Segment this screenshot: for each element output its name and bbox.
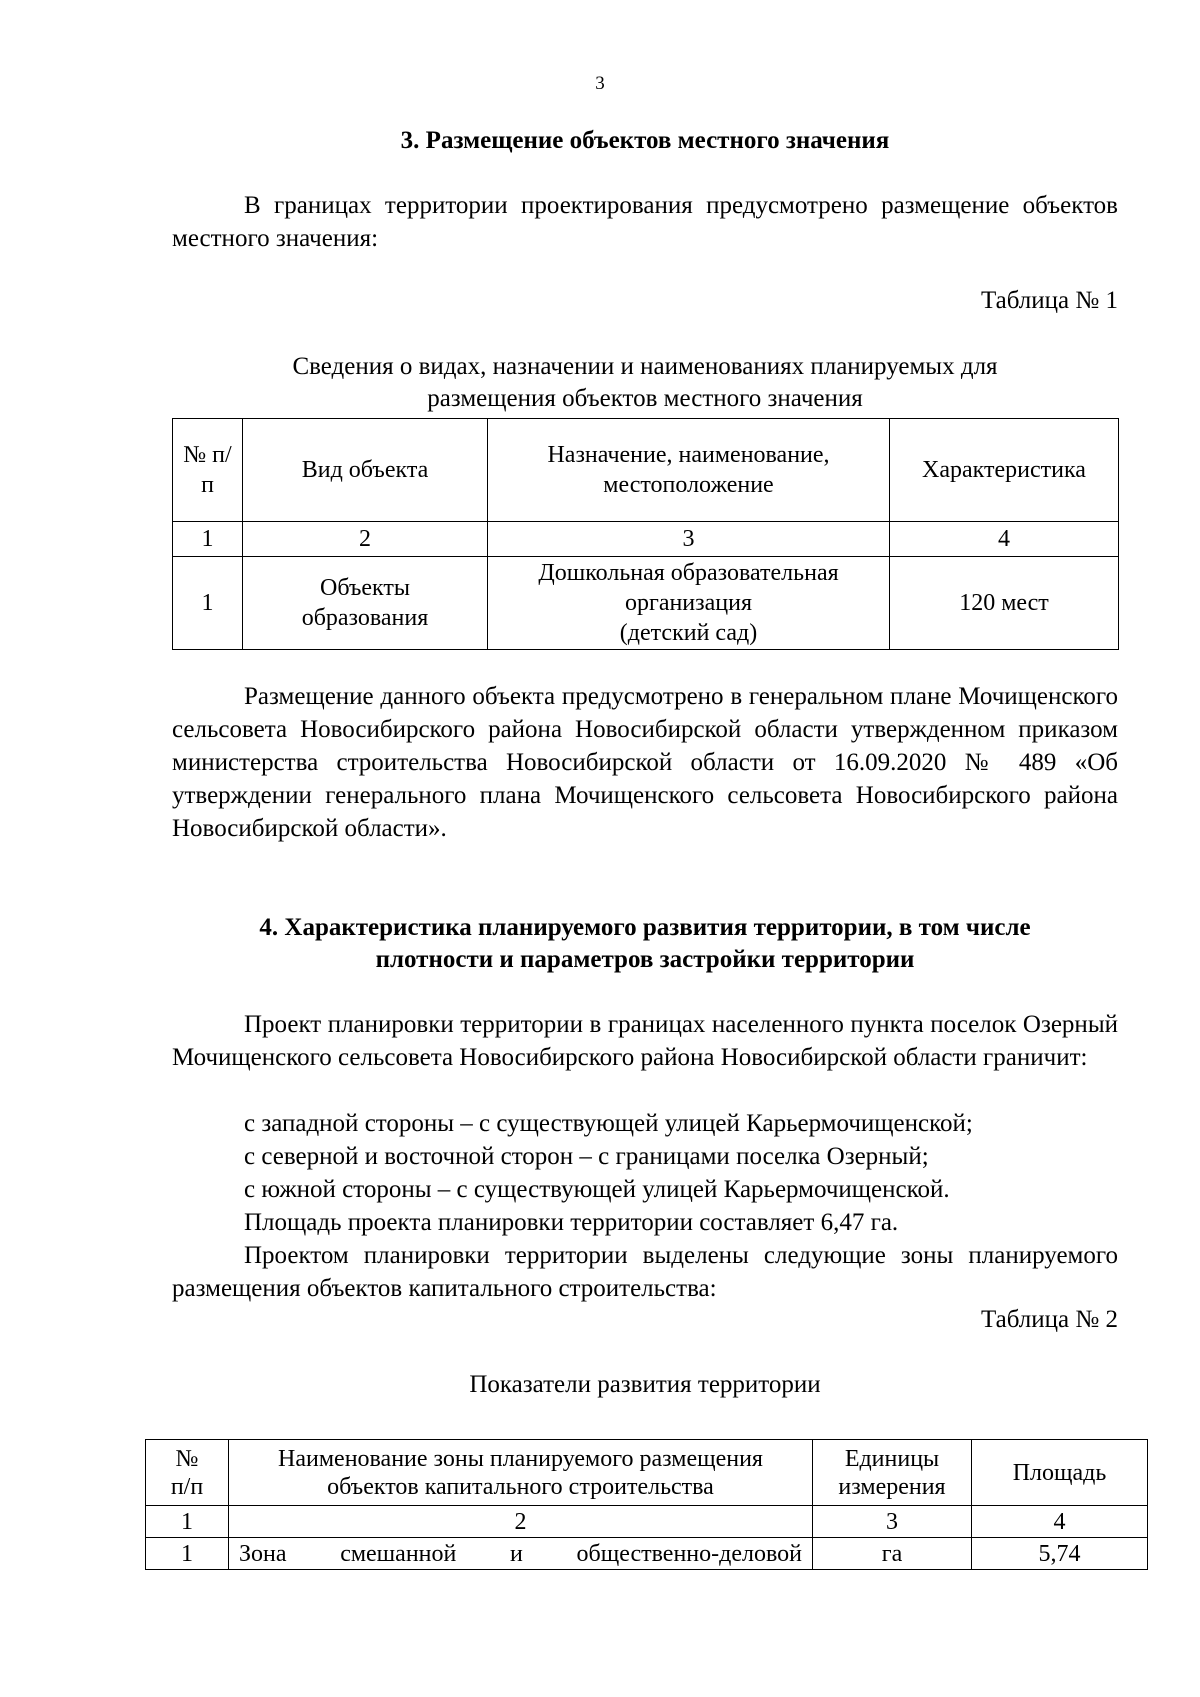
table2-header-row	[146, 1440, 1148, 1506]
table1-row-purpose-l1: Дошкольная образовательная	[538, 560, 839, 586]
table2-col-num-3: 3	[813, 1506, 972, 1538]
table2-caption: Показатели развития территории	[469, 1371, 821, 1398]
section3-intro: В границах территории проектирования предусмотрено размещение объектов местного значения:	[172, 192, 1118, 252]
table2-header-num	[146, 1440, 229, 1506]
table1-caption-line1: Сведения о видах, назначении и наименованиях планируемых для	[292, 353, 998, 380]
table2-header-num-l2: п/п	[170, 1473, 204, 1500]
border-west: с западной стороны – с существующей улицей Карьермочищенской;	[244, 1110, 973, 1137]
table1-header-characteristic: Характеристика	[890, 419, 1119, 522]
table2-header-unit-l1: Единицы	[844, 1445, 940, 1472]
table1-col-num-4: 4	[890, 522, 1119, 557]
table1-row-num: 1	[173, 557, 243, 650]
page-number: 3	[595, 73, 605, 94]
table1-header-row	[173, 419, 1119, 522]
table2-header-area: Площадь	[972, 1440, 1148, 1506]
table2-header-name-l1: Наименование зоны планируемого размещения	[278, 1445, 763, 1472]
table2-row-unit: га	[813, 1538, 972, 1570]
table1-label: Таблица № 1	[980, 287, 1118, 314]
table2-header-name	[229, 1440, 813, 1506]
table1-row-type-l2: образования	[301, 605, 429, 631]
table2-row-name: Зона смешанной и общественно-деловой	[229, 1538, 813, 1570]
table2-col-num-4: 4	[972, 1506, 1148, 1538]
table1-header-purpose: Назначение, наименование, местоположение	[488, 419, 890, 522]
section3-heading: 3. Размещение объектов местного значения	[400, 127, 890, 154]
table2-col-num-2: 2	[229, 1506, 813, 1538]
table2-row-num: 1	[146, 1538, 229, 1570]
section4-heading-line1: 4. Характеристика планируемого развития территории, в том числе	[259, 914, 1031, 941]
table1	[172, 418, 1119, 650]
table2-header-unit	[813, 1440, 972, 1506]
table1-row-purpose	[488, 557, 890, 650]
table1-numbering-row	[173, 522, 1119, 557]
table2-header-num-l1: №	[175, 1445, 199, 1472]
table1-row-purpose-l3: (детский сад)	[619, 620, 758, 646]
border-north-east: с северной и восточной сторон – с границами поселка Озерный;	[244, 1143, 929, 1170]
section4-heading-line2: плотности и параметров застройки территории	[375, 946, 915, 973]
table-row	[173, 557, 1119, 650]
zones-intro: Проектом планировки территории выделены следующие зоны планируемого размещения объектов капитального строительства:	[172, 1242, 1118, 1302]
table1-header-num: № п/п	[173, 419, 243, 522]
table1-row-purpose-l2: организация	[624, 590, 753, 616]
table2-header-unit-l2: измерения	[838, 1473, 946, 1500]
table2-label: Таблица № 2	[980, 1306, 1118, 1333]
table-row	[146, 1538, 1148, 1570]
section3-note: Размещение данного объекта предусмотрено в генеральном плане Мочищенского сельсовета Новосибирского района Новосибирской области утвержденном приказом министерства строительства Новосибирской области от 16.09.2020 № 489 «Об утверждении генерального плана Мочищенского сельсовета Новосибирского района Новосибирской области».	[172, 683, 1118, 842]
table2-row-area: 5,74	[972, 1538, 1148, 1570]
table1-col-num-3: 3	[488, 522, 890, 557]
table1-col-num-1: 1	[173, 522, 243, 557]
table2-col-num-1: 1	[146, 1506, 229, 1538]
section4-intro: Проект планировки территории в границах населенного пункта поселок Озерный Мочищенского сельсовета Новосибирского района Новосибирской области граничит:	[172, 1011, 1118, 1071]
table1-col-num-2: 2	[243, 522, 488, 557]
table1-caption-line2: размещения объектов местного значения	[427, 385, 863, 412]
table2-header-name-l2: объектов капитального строительства	[327, 1473, 714, 1500]
border-south: с южной стороны – с существующей улицей Карьермочищенской.	[244, 1176, 950, 1203]
table1-row-characteristic: 120 мест	[890, 557, 1119, 650]
table1-row-type-l1: Объекты	[320, 575, 410, 601]
table2	[145, 1439, 1148, 1570]
project-area: Площадь проекта планировки территории составляет 6,47 га.	[244, 1209, 899, 1236]
table1-row-type	[243, 557, 488, 650]
table1-header-type: Вид объекта	[243, 419, 488, 522]
table2-numbering-row	[146, 1506, 1148, 1538]
